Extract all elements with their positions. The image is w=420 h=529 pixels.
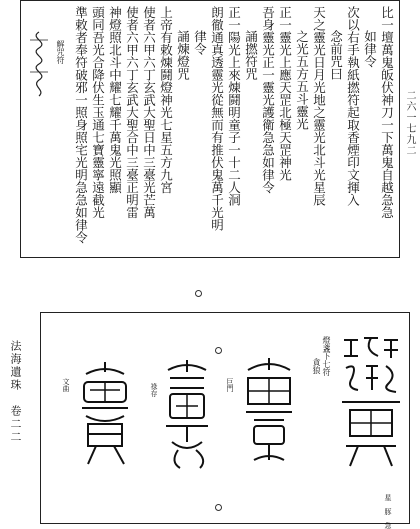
text-column: 神燈照北斗中耀七耀千萬鬼光照顯 [107,6,123,194]
text-column: 吾身靈光正一靈光護衛急急如律令 [260,6,276,194]
talisman-tanlang-glyph [338,334,404,484]
text-column: 律令 [192,30,208,55]
text-column: 誦煉燈咒 [175,30,191,80]
text-column: 正一陽光上來煉鬪明童子一十二人洞 [226,6,242,206]
page-number: 二六一七九二 [404,90,415,156]
note-column-1: 燈盞下七符 [322,336,331,376]
talisman-caption-lucun: 祿存 [150,383,158,397]
talisman-lucun-glyph [160,358,215,470]
wavy-talisman-glyph [24,28,54,98]
talisman-caption-wenqu: 文曲 [62,378,70,392]
text-column: 之光五方五斗靈光 [294,30,310,130]
text-column: 上帝有敕煉鬪燈神光七星五方九宮 [158,6,174,194]
text-column: 念前咒曰 [328,30,344,80]
note-column-2: 貪狼 [312,358,321,374]
talisman-wenqu-glyph [76,360,134,472]
text-column: 比一壇萬鬼皈伏神刀一下萬鬼自越急急 [379,6,395,219]
book-title: 法海遺珠 卷二二 [9,340,22,444]
text-column: 如律令 [362,30,378,68]
text-column: 誦撚符咒 [243,30,259,80]
text-column: 朗徹通真透靈光從無而有推伏鬼萬千光明 [209,6,225,231]
bottom-note: 星 豚 急 [384,494,392,529]
left-note: 解咒符 [56,40,65,64]
talisman-caption-jumen: 巨門 [226,378,234,392]
binding-hole-bottom [215,504,222,511]
talisman-jumen-glyph [240,356,298,468]
binding-hole-top [215,347,222,354]
text-column: 使者六甲六丁玄武大聖合中三臺正明雷 [124,6,140,219]
text-column: 正一靈光上應天罡北極天罡神光 [277,6,293,181]
text-column: 頭同吾光合降伏生玉通七寶靈寧遠截光 [90,6,106,219]
text-column: 天之靈光日月光地之靈光北斗光星辰 [311,6,327,206]
text-column: 次以右手執紙撚符起取香煙印文揮入 [345,6,361,206]
text-column: 使者六甲六丁玄武大聖日中三臺光芒萬 [141,6,157,219]
binding-hole [195,290,202,297]
text-column: 準敕者奉符破邪一照身照宅光明急急如律令 [73,6,89,244]
